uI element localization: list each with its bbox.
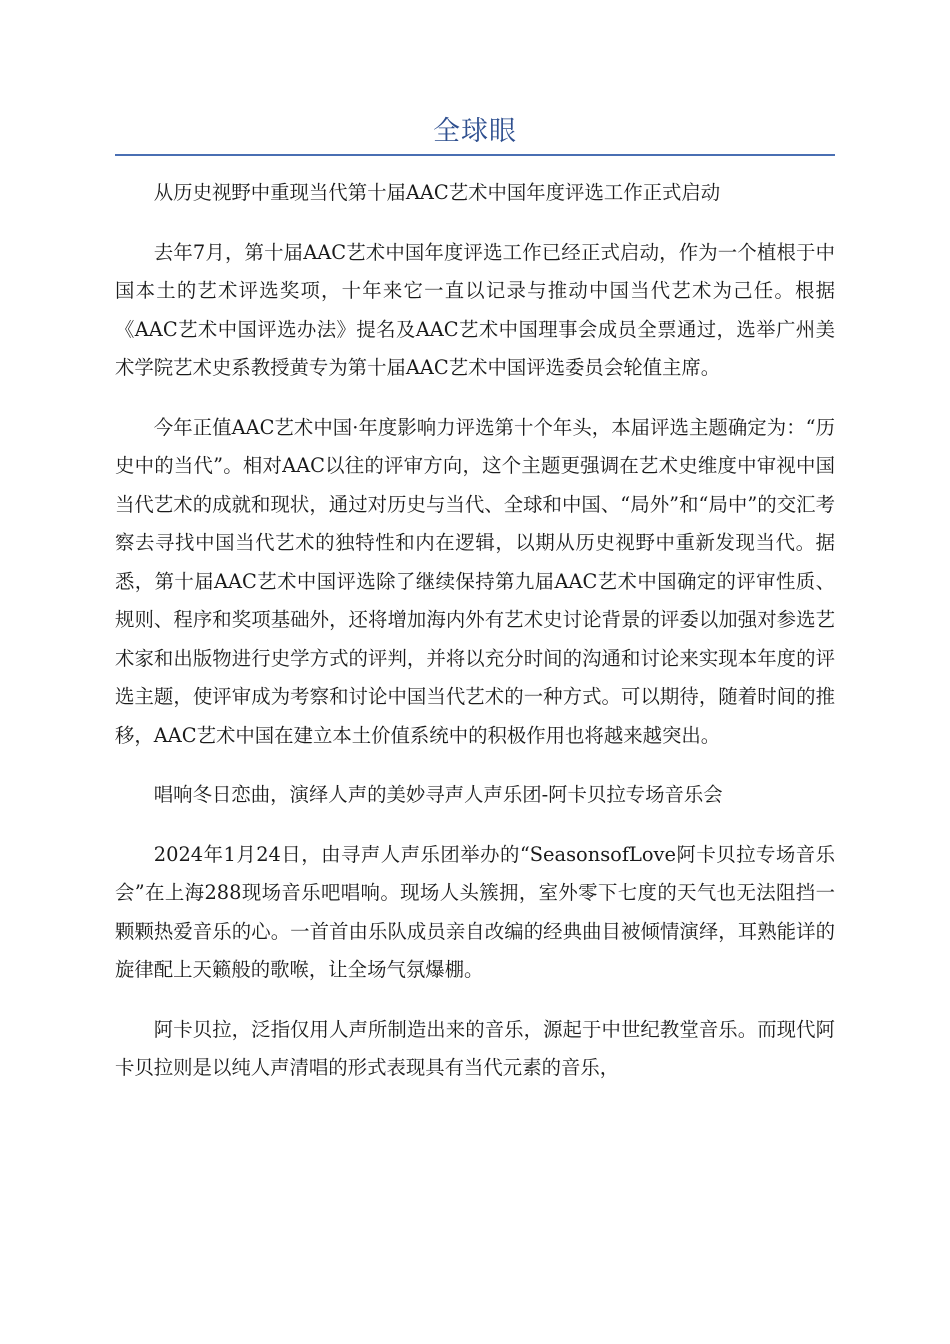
article-paragraph: 去年7月，第十届AAC艺术中国年度评选工作已经正式启动，作为一个植根于中国本土的艺术评选奖项，十年来它一直以记录与推动中国当代艺术为己任。根据《AAC艺术中国评选办法》提名及AAC艺术中国理事会成员全票通过，选举广州美术学院艺术史系教授黄专为第十届AAC艺术中国评选委员会轮值主席。 (115, 240, 835, 379)
article-body (115, 174, 835, 1109)
article-paragraph: 阿卡贝拉，泛指仅用人声所制造出来的音乐，源起于中世纪教堂音乐。而现代阿卡贝拉则是以纯人声清唱的形式表现具有当代元素的音乐， (115, 1017, 835, 1079)
title-divider (115, 154, 835, 156)
page-title: 全球眼 (433, 116, 517, 147)
article-headline: 从历史视野中重现当代第十届AAC艺术中国年度评选工作正式启动 (153, 181, 721, 204)
article-paragraph: 2024年1月24日，由寻声人声乐团举办的“SeasonsofLove阿卡贝拉专场音乐会”在上海288现场音乐吧唱响。现场人头簇拥，室外零下七度的天气也无法阻挡一颗颗热爱音乐的心。一首首由乐队成员亲自改编的经典曲目被倾情演绎，耳熟能详的旋律配上天籁般的歌喉，让全场气氛爆棚。 (115, 842, 835, 981)
article-headline: 唱响冬日恋曲，演绎人声的美妙寻声人声乐团-阿卡贝拉专场音乐会 (153, 783, 723, 806)
article-paragraph: 今年正值AAC艺术中国·年度影响力评选第十个年头，本届评选主题确定为：“历史中的当代”。相对AAC以往的评审方向，这个主题更强调在艺术史维度中审视中国当代艺术的成就和现状，通过对历史与当代、全球和中国、“局外”和“局中”的交汇考察去寻找中国当代艺术的独特性和内在逻辑，以期从历史视野中重新发现当代。据悉，第十届AAC艺术中国评选除了继续保持第九届AAC艺术中国确定的评审性质、规则、程序和奖项基础外，还将增加海内外有艺术史讨论背景的评委以加强对参选艺术家和出版物进行史学方式的评判，并将以充分时间的沟通和讨论来实现本年度的评选主题，使评审成为考察和讨论中国当代艺术的一种方式。可以期待，随着时间的推移，AAC艺术中国在建立本土价值系统中的积极作用也将越来越突出。 (115, 415, 835, 747)
